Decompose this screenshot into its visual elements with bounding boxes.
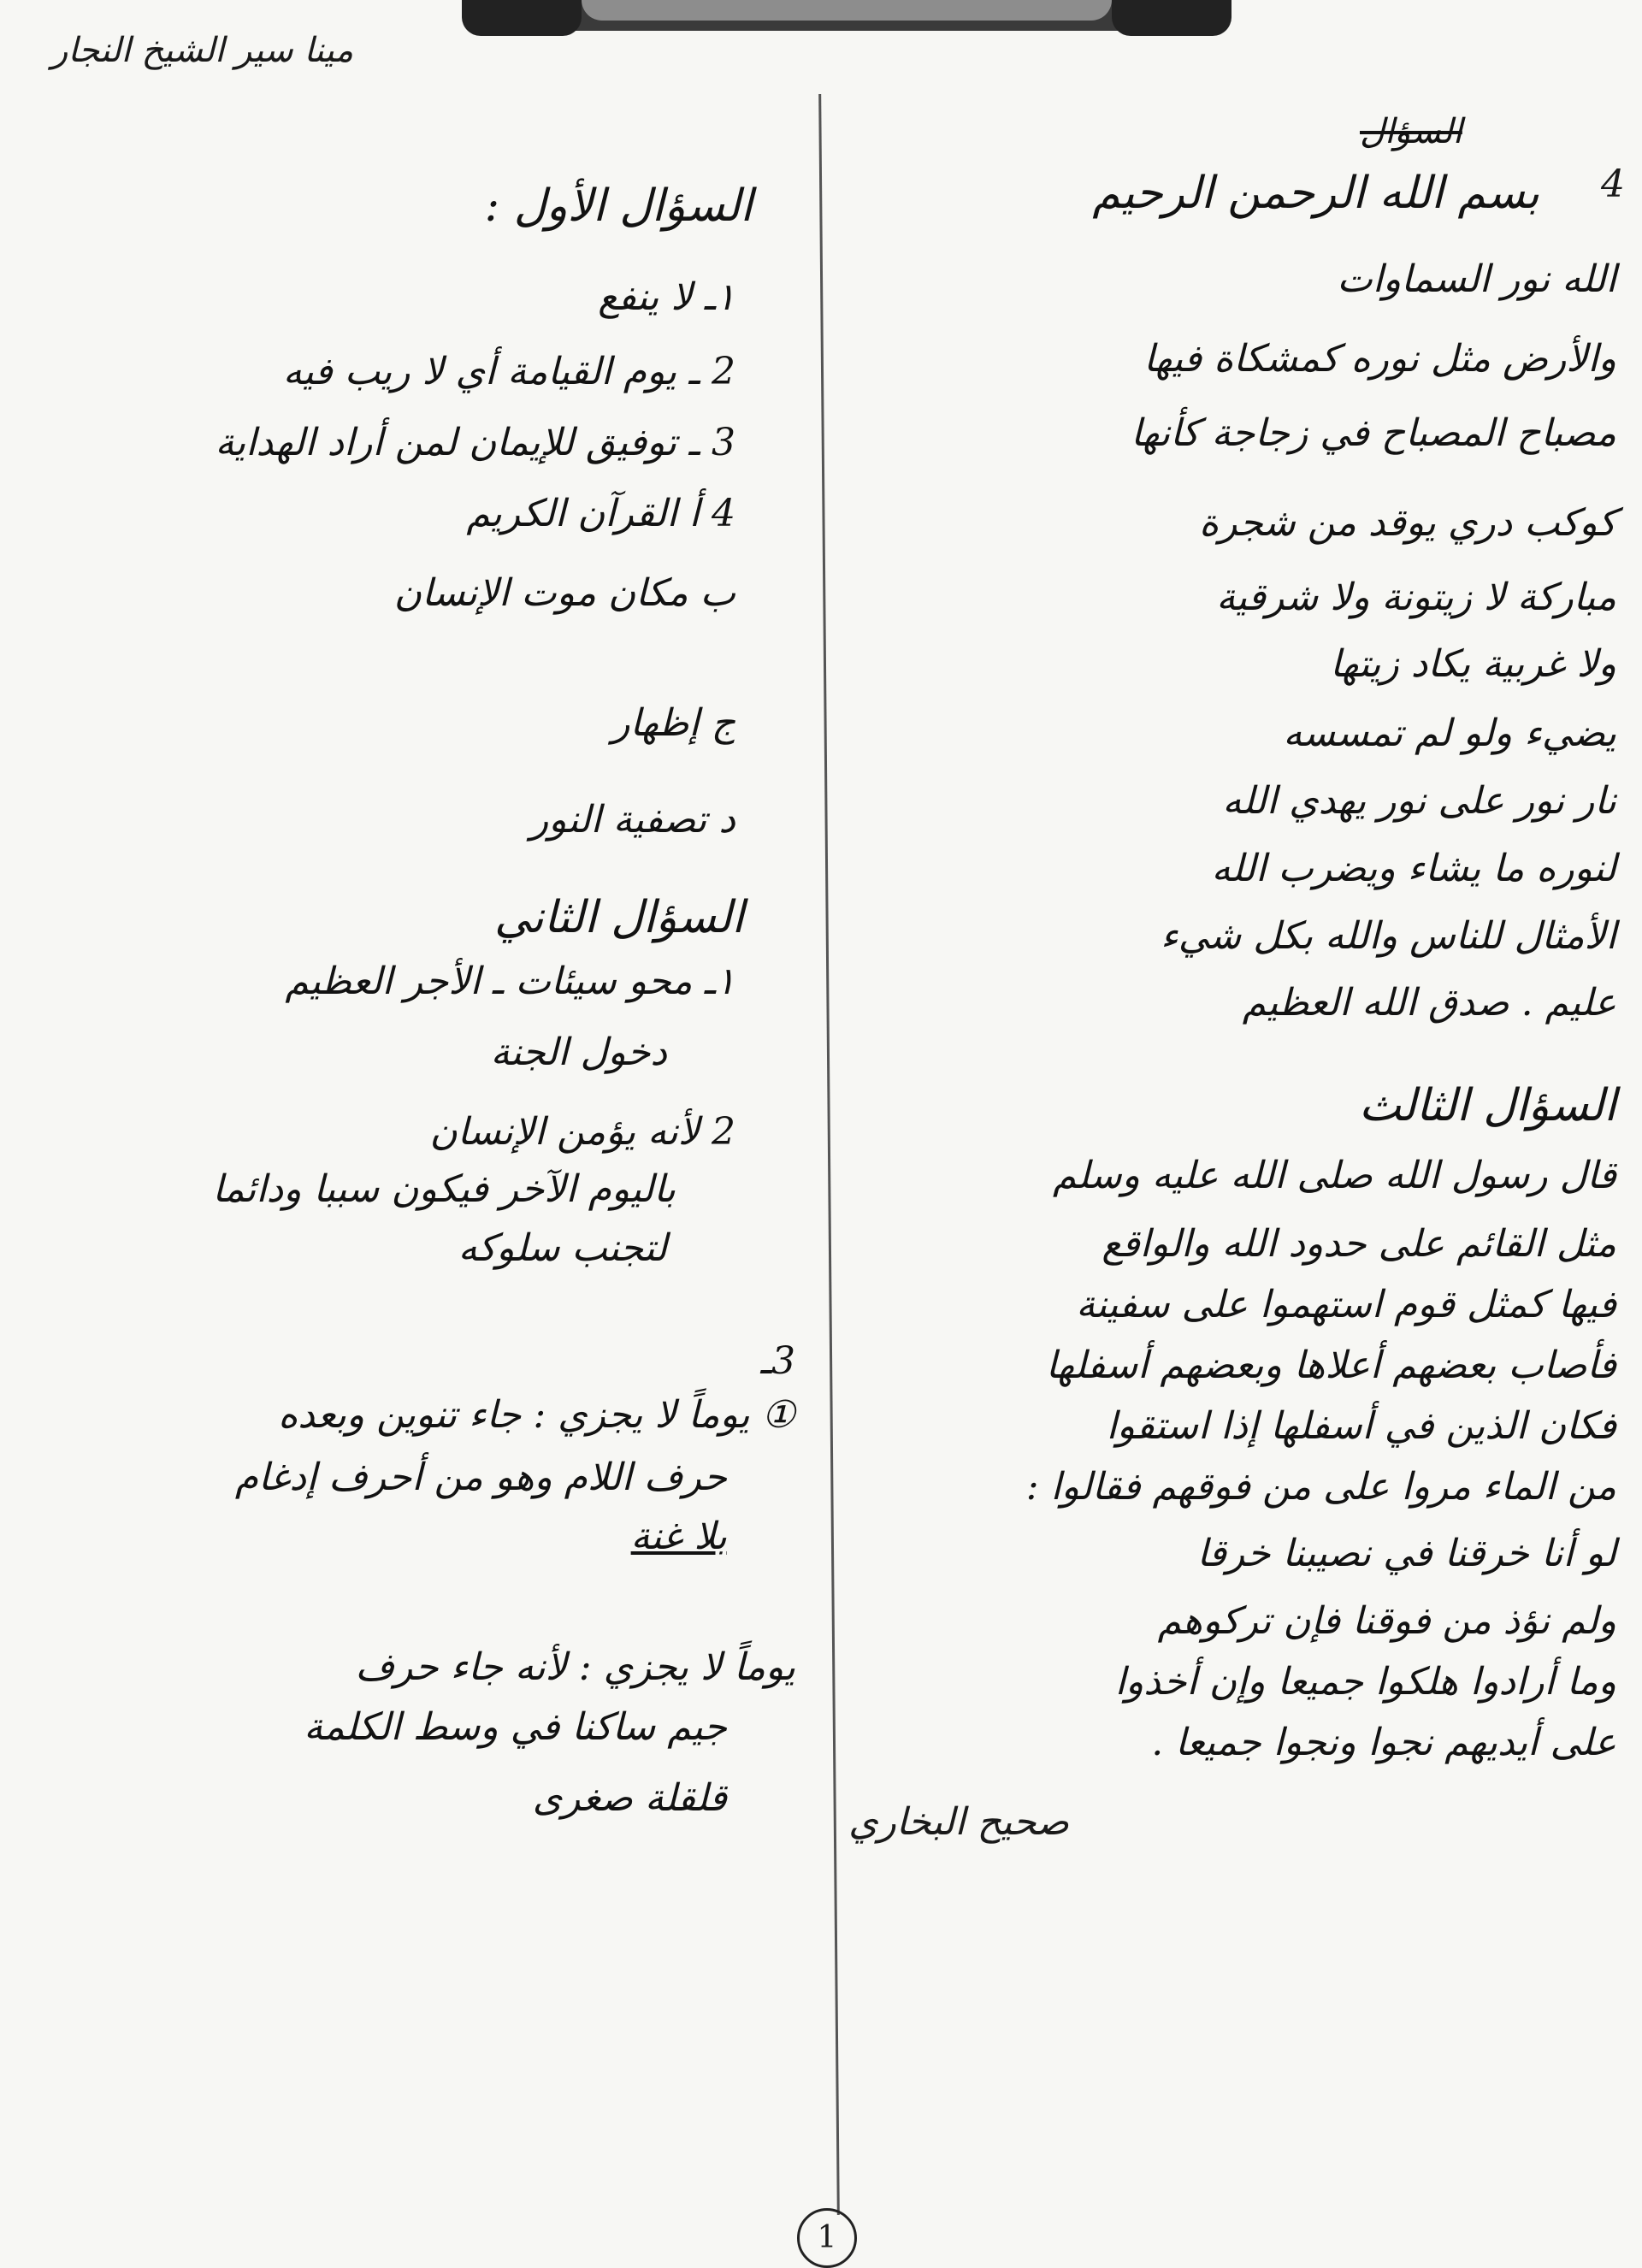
question3-title: السؤال الثالث — [1358, 1080, 1616, 1132]
verse-line: الأمثال للناس والله بكل شيء — [1161, 913, 1616, 958]
right-question-number: 4 — [1601, 162, 1625, 206]
verse-line: مباركة لا زيتونة ولا شرقية — [1216, 575, 1616, 619]
verse-line: لنوره ما يشاء ويضرب الله — [1211, 846, 1616, 890]
hadith-line: وما أرادوا هلكوا جميعا وإن أخذوا — [1114, 1659, 1616, 1704]
answer-line: قلقلة صغرى — [532, 1776, 727, 1821]
basmala: بسم الله الرحمن الرحيم — [1092, 168, 1539, 219]
answer-line: 2 ـ يوم القيامة أي لا ريب فيه — [282, 350, 735, 394]
verse-line: والأرض مثل نوره كمشكاة فيها — [1143, 337, 1616, 381]
hadith-line: لو أنا خرقنا في نصيبنا خرقا — [1196, 1532, 1616, 1576]
page-number-circle — [797, 2208, 857, 2268]
answer-line: ١ـ محو سيئات ـ الأجر العظيم — [285, 960, 735, 1004]
question2-title: السؤال الثاني — [494, 891, 744, 943]
hadith-line: مثل القائم على حدود الله والواقع — [1102, 1222, 1616, 1267]
answer-line: ① يوماً لا يجزي : جاء تنوين وبعده — [278, 1393, 795, 1438]
question3-number: 3ـ — [760, 1339, 795, 1384]
page-number: 1 — [817, 2220, 837, 2255]
answer-line: يوماً لا يجزي : لأنه جاء حرف — [355, 1645, 795, 1689]
answer-line: 2 لأنه يؤمن الإنسان — [429, 1109, 735, 1154]
answer-line: دخول الجنة — [490, 1031, 667, 1075]
hadith-line: فيها كمثل قوم استهموا على سفينة — [1076, 1283, 1616, 1327]
crossed-header: السؤال — [1360, 112, 1462, 151]
clipboard-clip — [462, 0, 1232, 36]
answer-line: حرف اللام وهو من أحرف إدغام — [234, 1455, 727, 1499]
answer-line: 3 ـ توفيق للإيمان لمن أراد الهداية — [215, 420, 735, 464]
hadith-line: فأصاب بعضهم أعلاها وبعضهم أسفلها — [1045, 1343, 1616, 1387]
hadith-line: من الماء مروا على من فوقهم فقالوا : — [1025, 1464, 1616, 1509]
column-divider — [818, 94, 840, 2215]
verse-line: الله نور السماوات — [1337, 257, 1616, 302]
hadith-line: فكان الذين في أسفلها إذا استقوا — [1106, 1403, 1616, 1448]
verse-line: مصباح المصباح في زجاجة كأنها — [1131, 410, 1616, 455]
hadith-source: صحيح البخاري — [848, 1799, 1069, 1844]
answer-line: ب مكان موت الإنسان — [393, 570, 735, 615]
answer-line: د تصفية النور — [530, 798, 735, 842]
answer-line: بلا غنة — [630, 1514, 727, 1558]
verse-line: نار نور على نور يهدي الله — [1222, 778, 1616, 823]
verse-line: يضيء ولو لم تمسسه — [1283, 712, 1616, 756]
left-column — [43, 162, 795, 1822]
answer-line: لتجنب سلوكه — [458, 1226, 667, 1270]
question1-title: السؤال الأول : — [484, 180, 753, 232]
hadith-line: ولم نؤذ من فوقنا فإن تركوهم — [1157, 1599, 1616, 1644]
verse-line: كوكب دري يوقد من شجرة — [1199, 500, 1616, 545]
answer-line: ١ـ لا ينفع — [598, 275, 735, 320]
answer-line: ج إظهار — [611, 701, 735, 746]
author-name: مينا سير الشيخ النجار — [51, 31, 354, 70]
verse-line: ولا غربية يكاد زيتها — [1330, 642, 1616, 687]
answer-line: جيم ساكنا في وسط الكلمة — [304, 1705, 727, 1750]
answer-line: باليوم الآخر فيكون سببا ودائما — [212, 1166, 676, 1211]
answer-line: 4 أ القرآن الكريم — [466, 491, 735, 535]
verse-line: عليم . صدق الله العظيم — [1242, 981, 1616, 1025]
hadith-line: قال رسول الله صلى الله عليه وسلم — [1053, 1153, 1616, 1197]
hadith-line: على أيديهم نجوا ونجوا جميعا . — [1151, 1720, 1616, 1764]
right-column — [847, 167, 1616, 1844]
